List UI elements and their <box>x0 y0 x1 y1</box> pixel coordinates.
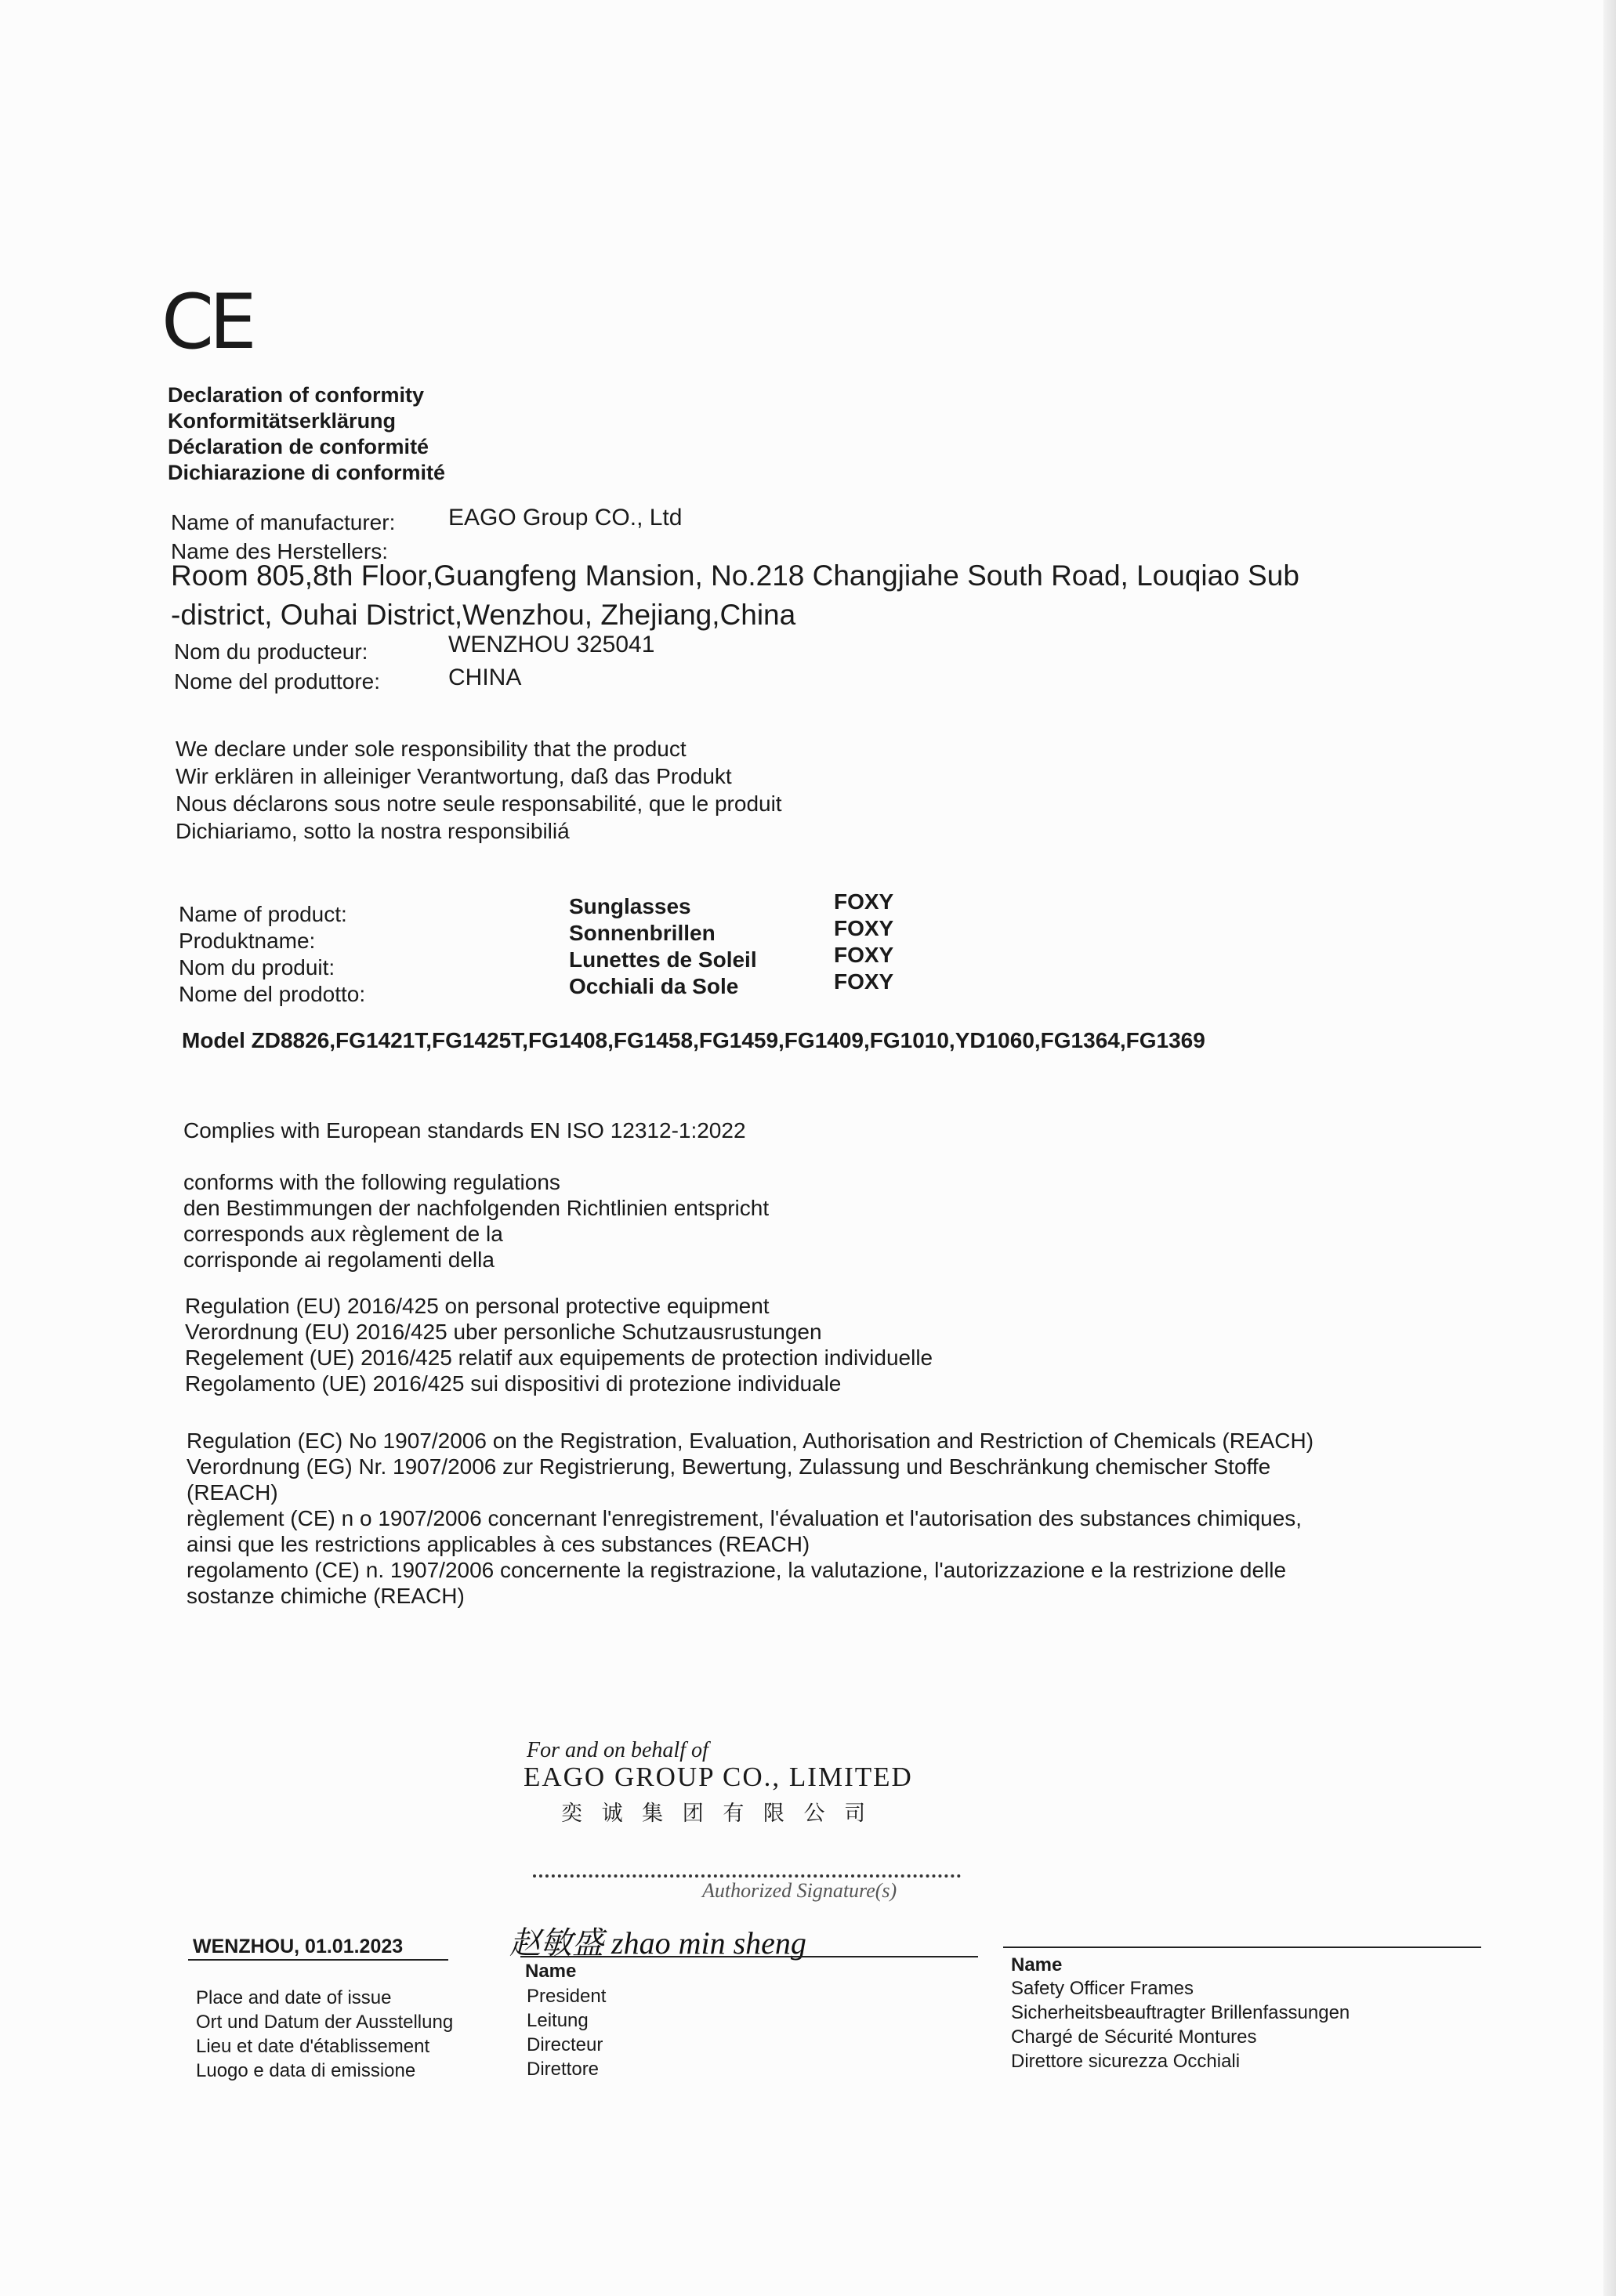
product-name-it: Occhiali da Sole <box>569 974 739 998</box>
manufacturer-address-line1: Room 805,8th Floor,Guangfeng Mansion, No.218 Changjiahe South Road, Louqiao Sub <box>171 560 1299 592</box>
title-de: Konformitätserklärung <box>168 409 397 433</box>
stamp-for-behalf: For and on behalf of <box>527 1738 708 1762</box>
manufacturer-label-de: Name des Herstellers: <box>171 539 388 563</box>
signature-title-en: President <box>527 1986 607 2007</box>
signature-rule <box>520 1956 978 1957</box>
safety-officer-title-en: Safety Officer Frames <box>1011 1978 1194 1999</box>
stamp-authorized-signature: Authorized Signature(s) <box>702 1879 897 1902</box>
issue-label-en: Place and date of issue <box>196 1987 392 2008</box>
ppe-regulation-fr: Regelement (UE) 2016/425 relatif aux equipements de protection individuelle <box>185 1345 933 1370</box>
product-label-en: Name of product: <box>179 902 347 926</box>
reach-regulation-block <box>187 1428 1313 1609</box>
signature-title-fr: Directeur <box>527 2034 603 2055</box>
product-name-de: Sonnenbrillen <box>569 921 716 945</box>
declaration-en: We declare under sole responsibility that the product <box>176 737 687 761</box>
ppe-regulation-it: Regolamento (UE) 2016/425 sui dispositivi di protezione individuale <box>185 1371 842 1396</box>
safety-officer-title-fr: Chargé de Sécurité Montures <box>1011 2026 1257 2048</box>
conforms-it: corrisponde ai regolamenti della <box>183 1248 495 1272</box>
reach-regulation-fr-cont: ainsi que les restrictions applicables à ces substances (REACH) <box>187 1532 810 1556</box>
manufacturer-address-line2: -district, Ouhai District,Wenzhou, Zhejiang,China <box>171 599 796 631</box>
declaration-block <box>176 735 782 845</box>
product-brand-it: FOXY <box>834 969 894 994</box>
product-names <box>569 893 757 1000</box>
product-brands <box>834 889 893 995</box>
conforms-block <box>183 1169 769 1273</box>
product-brand-fr: FOXY <box>834 943 894 967</box>
manufacturer-country: CHINA <box>448 665 522 690</box>
stamp-company-name: EAGO GROUP CO., LIMITED <box>524 1762 913 1792</box>
product-label-fr: Nom du produit: <box>179 955 335 980</box>
safety-officer-title-de: Sicherheitsbeauftragter Brillenfassungen <box>1011 2002 1350 2023</box>
signature-title-de: Leitung <box>527 2010 589 2031</box>
reach-regulation-it-cont: sostanze chimiche (REACH) <box>187 1584 465 1608</box>
reach-regulation-fr: règlement (CE) n o 1907/2006 concernant l'enregistrement, l'évaluation et l'autorisation des substances chimiques, <box>187 1506 1303 1530</box>
manufacturer-label-en: Name of manufacturer: <box>171 510 396 534</box>
document-titles <box>168 382 445 486</box>
reach-regulation-it: regolamento (CE) n. 1907/2006 concernente la registrazione, la valutazione, l'autorizzazione e la restrizione delle <box>187 1558 1287 1582</box>
ppe-regulation-block <box>185 1293 933 1396</box>
safety-officer-titles <box>1011 1976 1350 2073</box>
handwritten-signature: 赵敏盛 zhao min sheng <box>509 1925 806 1961</box>
conforms-en: conforms with the following regulations <box>183 1170 560 1194</box>
product-label-it: Nome del prodotto: <box>179 982 366 1006</box>
product-labels <box>179 901 365 1008</box>
product-brand-de: FOXY <box>834 916 894 940</box>
declaration-de: Wir erklären in alleiniger Verantwortung, daß das Produkt <box>176 764 732 788</box>
safety-officer-rule <box>1003 1947 1481 1948</box>
issue-label-fr: Lieu et date d'établissement <box>196 2036 430 2057</box>
conforms-de: den Bestimmungen der nachfolgenden Richtlinien entspricht <box>183 1196 770 1220</box>
declaration-fr: Nous déclarons sous notre seule responsabilité, que le produit <box>176 791 782 816</box>
product-brand-en: FOXY <box>834 889 894 914</box>
ppe-regulation-de: Verordnung (EU) 2016/425 uber personliche Schutzausrustungen <box>185 1320 822 1344</box>
reach-regulation-de: Verordnung (EG) Nr. 1907/2006 zur Registrierung, Bewertung, Zulassung und Beschränkung chemischer Stoffe <box>187 1454 1271 1479</box>
standards-statement: Complies with European standards EN ISO 12312-1:2022 <box>183 1118 746 1143</box>
signature-title-it: Direttore <box>527 2059 600 2080</box>
signature-titles <box>527 1984 606 2081</box>
manufacturer-label-it: Nome del produttore: <box>174 669 381 694</box>
reach-regulation-de-suffix: (REACH) <box>187 1480 278 1505</box>
signature-name-label: Name <box>525 1961 577 1982</box>
safety-officer-name-label: Name <box>1011 1954 1063 1976</box>
issue-label-de: Ort und Datum der Ausstellung <box>196 2012 454 2033</box>
title-it: Dichiarazione di conformité <box>168 461 446 484</box>
manufacturer-label-fr: Nom du producteur: <box>174 639 368 664</box>
stamp-company-name-chinese: 奕 诚 集 团 有 限 公 司 <box>561 1802 872 1826</box>
product-label-de: Produktname: <box>179 929 316 953</box>
manufacturer-name: EAGO Group CO., Ltd <box>448 505 683 531</box>
issue-label-it: Luogo e data di emissione <box>196 2060 416 2081</box>
title-en: Declaration of conformity <box>168 383 425 407</box>
reach-regulation-en: Regulation (EC) No 1907/2006 on the Registration, Evaluation, Authorisation and Restriction of Chemicals (REACH) <box>187 1429 1314 1453</box>
stamp-signature-dots <box>533 1874 961 1878</box>
title-fr: Déclaration de conformité <box>168 435 429 458</box>
issue-rule <box>188 1959 448 1961</box>
ce-mark-logo: CE <box>161 278 252 366</box>
issue-labels <box>196 1986 453 2083</box>
ppe-regulation-en: Regulation (EU) 2016/425 on personal protective equipment <box>185 1294 770 1318</box>
declaration-it: Dichiariamo, sotto la nostra responsibiliá <box>176 819 570 843</box>
product-name-fr: Lunettes de Soleil <box>569 947 757 972</box>
model-list: Model ZD8826,FG1421T,FG1425T,FG1408,FG1458,FG1459,FG1409,FG1010,YD1060,FG1364,FG1369 <box>182 1028 1205 1052</box>
conforms-fr: corresponds aux règlement de la <box>183 1222 503 1246</box>
manufacturer-city: WENZHOU 325041 <box>448 632 655 657</box>
issue-place-date: WENZHOU, 01.01.2023 <box>193 1936 404 1957</box>
product-name-en: Sunglasses <box>569 894 691 918</box>
safety-officer-title-it: Direttore sicurezza Occhiali <box>1011 2051 1241 2072</box>
scan-edge <box>1603 0 1616 2296</box>
